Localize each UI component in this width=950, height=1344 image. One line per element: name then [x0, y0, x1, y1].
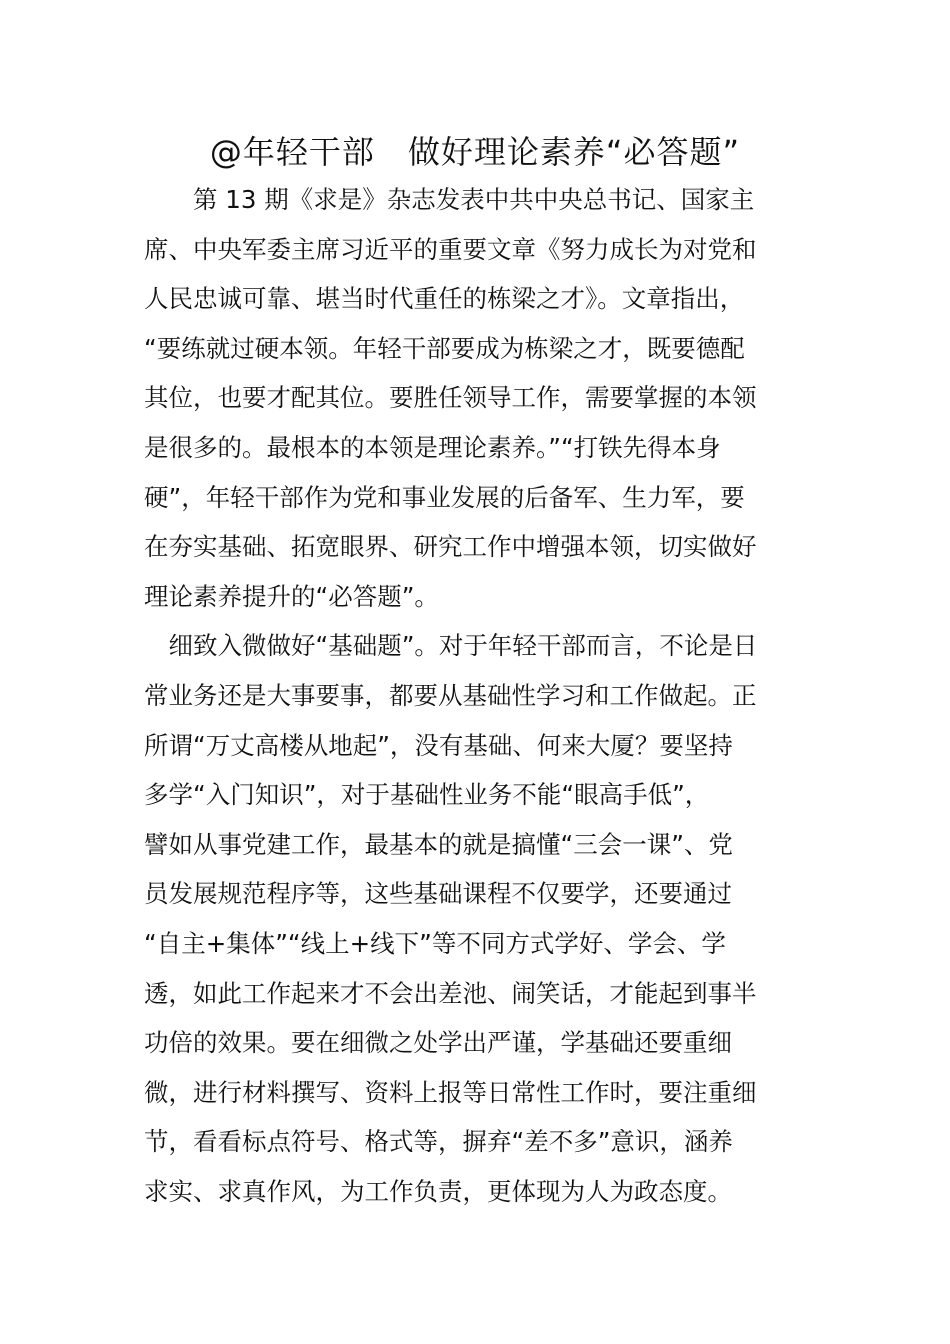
text-line: 其位，也要才配其位。要胜任领导工作，需要掌握的本领 [144, 383, 757, 413]
paragraph-intro [144, 175, 808, 621]
text-line: 多学“入门知识”，对于基础性业务不能“眼高手低”， [144, 780, 710, 810]
text-line: 席、中央军委主席习近平的重要文章《努力成长为对党和 [144, 234, 757, 264]
text-line: “自主+集体”“线上+线下”等不同方式学好、学会、学 [144, 928, 726, 958]
paragraph-basics [144, 621, 808, 1216]
text-line: 硬”，年轻干部作为党和事业发展的后备军、生力军，要 [144, 482, 745, 512]
text-line: 员发展规范程序等，这些基础课程不仅要学，还要通过 [144, 879, 732, 909]
text-line: 在夯实基础、拓宽眼界、研究工作中增强本领，切实做好 [144, 532, 757, 562]
text-line: “要练就过硬本领。年轻干部要成为栋梁之才，既要德配 [144, 333, 745, 363]
text-line: 节，看看标点符号、格式等，摒弃“差不多”意识，涵养 [144, 1127, 733, 1157]
text-line: 理论素养提升的“必答题”。 [144, 581, 439, 611]
text-line: 微，进行材料撰写、资料上报等日常性工作时，要注重细 [144, 1077, 757, 1107]
text-line: 求实、求真作风，为工作负责，更体现为人为政态度。 [144, 1176, 732, 1206]
text-line: 细致入微做好“基础题”。对于年轻干部而言，不论是日 [144, 631, 758, 661]
text-line: 人民忠诚可靠、堪当时代重任的栋梁之才》。文章指出， [144, 284, 745, 314]
text-line: 是很多的。最根本的本领是理论素养。”“打铁先得本身 [144, 432, 721, 462]
text-line: 常业务还是大事要事，都要从基础性学习和工作做起。正 [144, 680, 757, 710]
document-title: @年轻干部 做好理论素养“必答题” [209, 133, 741, 171]
text-line: 第 13 期《求是》杂志发表中共中央总书记、国家主 [144, 185, 755, 214]
text-line: 透，如此工作起来才不会出差池、闹笑话，才能起到事半 [144, 978, 757, 1008]
document-body [144, 175, 808, 1216]
text-line: 譬如从事党建工作，最基本的就是搞懂“三会一课”、党 [144, 829, 733, 859]
text-line: 所谓“万丈高楼从地起”，没有基础、何来大厦？要坚持 [144, 730, 733, 760]
text-line: 功倍的效果。要在细微之处学出严谨，学基础还要重细 [144, 1028, 732, 1058]
